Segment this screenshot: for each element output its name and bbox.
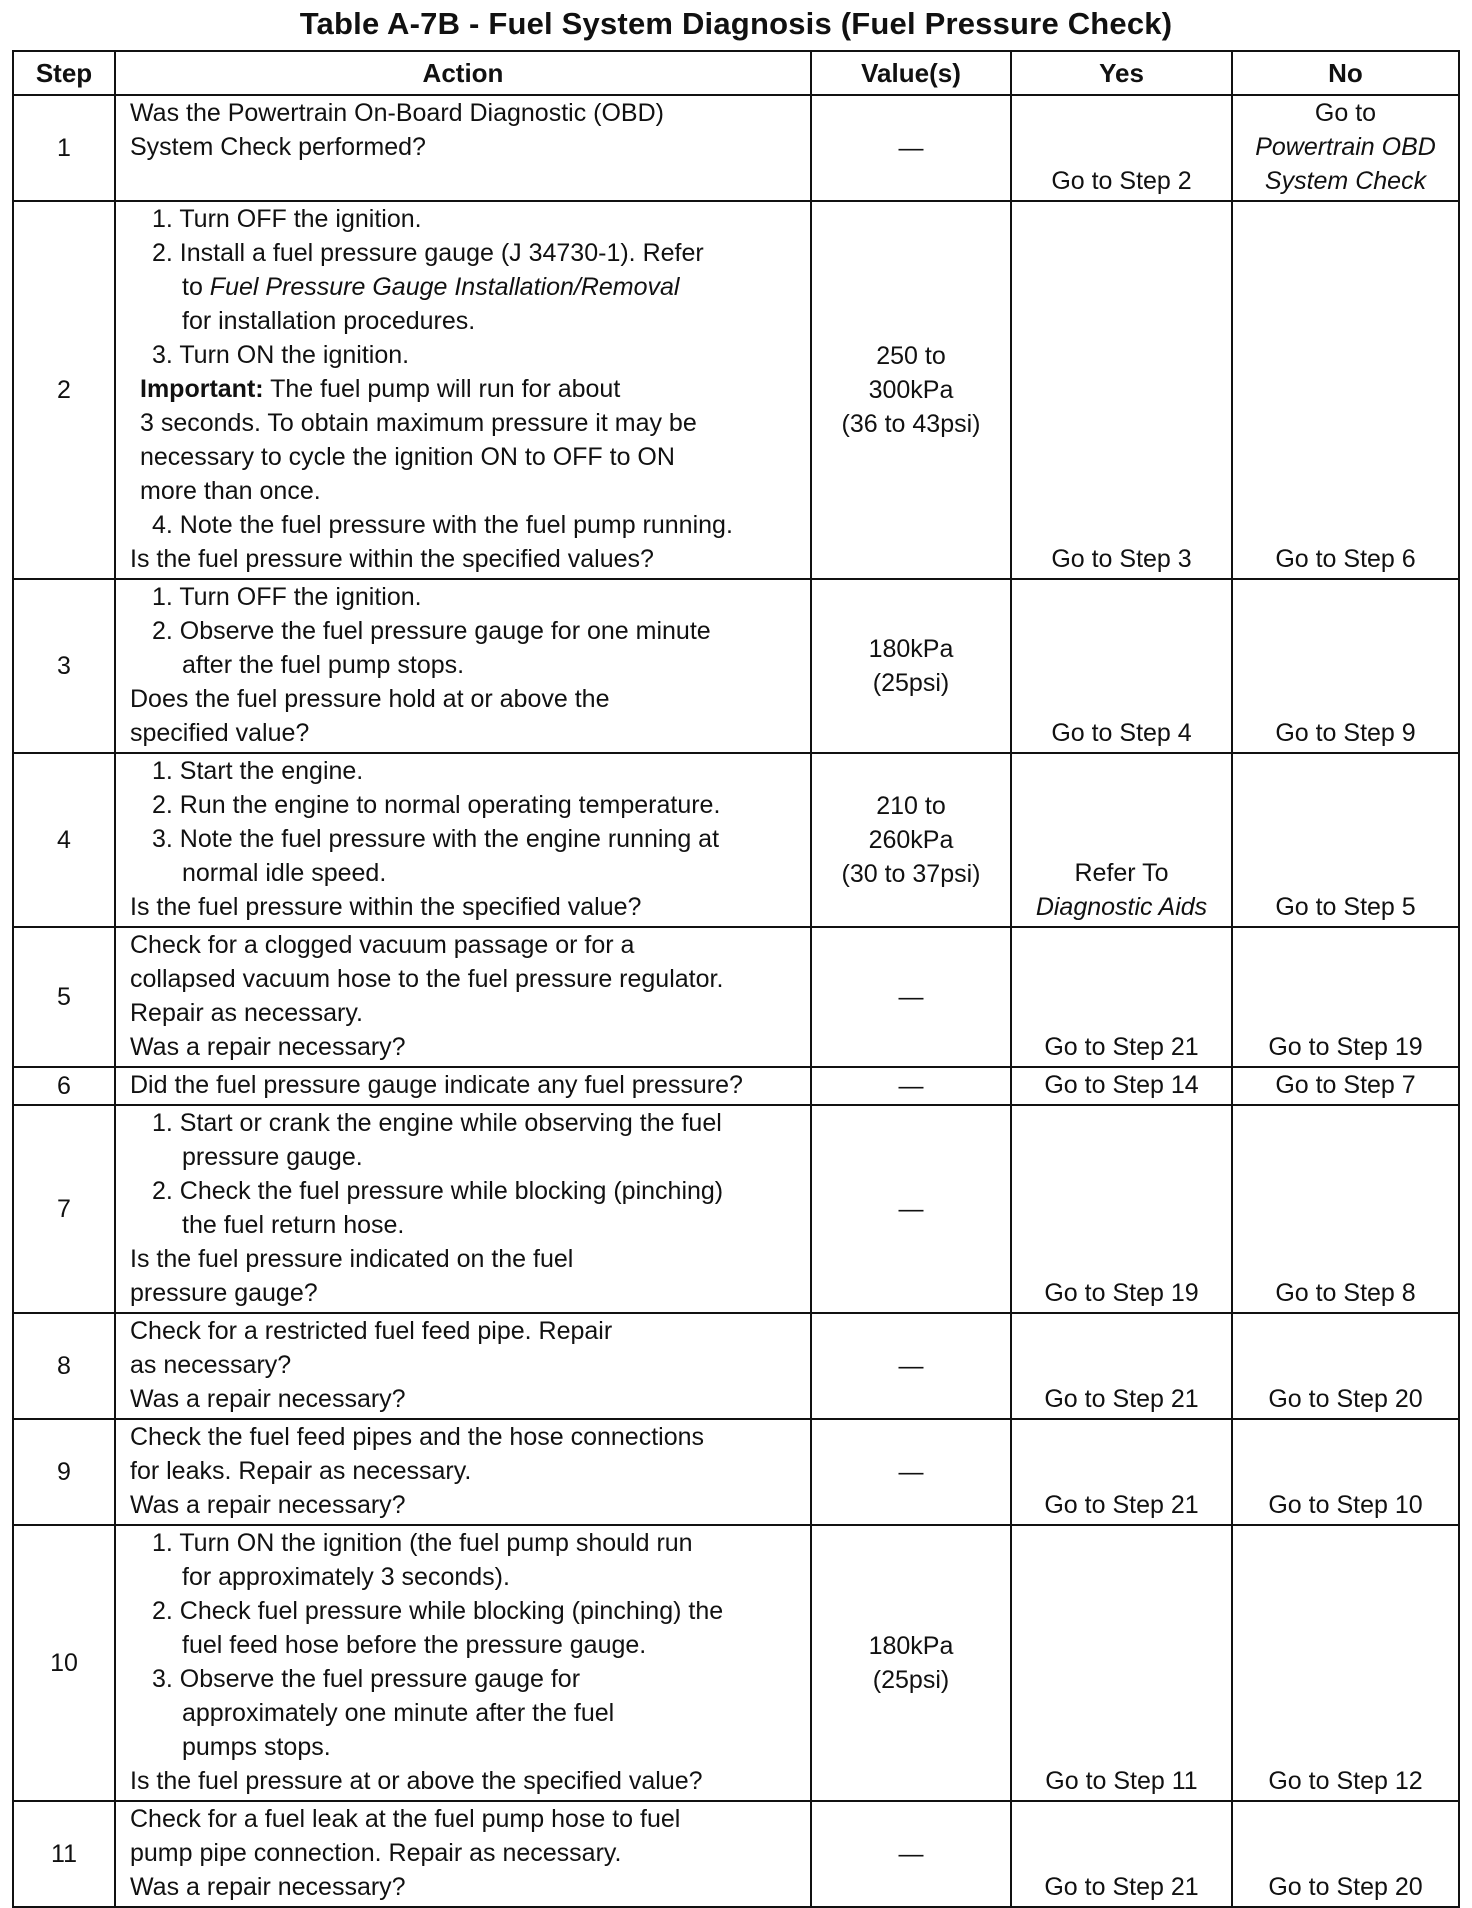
step-number: 8	[13, 1313, 115, 1419]
step-number: 5	[13, 927, 115, 1067]
step-number: 10	[13, 1525, 115, 1801]
header-values: Value(s)	[811, 51, 1011, 95]
step-number: 3	[13, 579, 115, 753]
value-cell: —	[811, 927, 1011, 1067]
value-cell: —	[811, 95, 1011, 201]
table-title: Table A-7B - Fuel System Diagnosis (Fuel Pressure Check)	[299, 6, 1173, 41]
no-cell: Go to Step 19	[1232, 927, 1459, 1067]
yes-cell: Go to Step 3	[1011, 201, 1232, 579]
yes-cell: Go to Step 21	[1011, 1419, 1232, 1525]
yes-cell: Go to Step 11	[1011, 1525, 1232, 1801]
table-row	[13, 927, 1459, 1067]
step-number: 4	[13, 753, 115, 927]
step-number: 1	[13, 95, 115, 201]
yes-cell: Go to Step 19	[1011, 1105, 1232, 1313]
table-row	[13, 201, 1459, 579]
action-cell: Was the Powertrain On-Board Diagnostic (OBD) System Check performed?	[115, 95, 811, 201]
no-cell: Go to Step 20	[1232, 1313, 1459, 1419]
action-cell: Check the fuel feed pipes and the hose connections for leaks. Repair as necessary. Was a repair necessary?	[115, 1419, 811, 1525]
value-cell: —	[811, 1067, 1011, 1105]
action-cell: 1. Turn OFF the ignition. 2. Observe the fuel pressure gauge for one minute after the fuel pump stops. Does the fuel pressure hold at or above the specified value?	[115, 579, 811, 753]
no-cell: Go to Step 20	[1232, 1801, 1459, 1907]
no-cell: Go to Step 5	[1232, 753, 1459, 927]
table-row	[13, 1313, 1459, 1419]
table-row	[13, 1801, 1459, 1907]
value-cell: —	[811, 1313, 1011, 1419]
value-cell: 180kPa (25psi)	[811, 1525, 1011, 1801]
table-row	[13, 1105, 1459, 1313]
yes-cell: Go to Step 14	[1011, 1067, 1232, 1105]
step-number: 7	[13, 1105, 115, 1313]
action-cell: Did the fuel pressure gauge indicate any fuel pressure?	[115, 1067, 811, 1105]
table-row	[13, 95, 1459, 201]
action-cell: 1. Start or crank the engine while observing the fuel pressure gauge. 2. Check the fuel pressure while blocking (pinching) the fuel return hose. Is the fuel pressure indicated on the fuel pressure gauge?	[115, 1105, 811, 1313]
yes-cell: Go to Step 21	[1011, 1313, 1232, 1419]
header-no: No	[1232, 51, 1459, 95]
no-cell: Go to Step 12	[1232, 1525, 1459, 1801]
step-number: 2	[13, 201, 115, 579]
no-cell: Go to Step 9	[1232, 579, 1459, 753]
no-cell: Go to Step 8	[1232, 1105, 1459, 1313]
step-number: 6	[13, 1067, 115, 1105]
yes-cell: Go to Step 21	[1011, 1801, 1232, 1907]
step-number: 9	[13, 1419, 115, 1525]
value-cell: —	[811, 1801, 1011, 1907]
action-cell: Check for a clogged vacuum passage or for a collapsed vacuum hose to the fuel pressure regulator. Repair as necessary. Was a repair necessary?	[115, 927, 811, 1067]
value-cell: 250 to 300kPa (36 to 43psi)	[811, 201, 1011, 579]
table-row	[13, 1525, 1459, 1801]
value-cell: —	[811, 1419, 1011, 1525]
table-row	[13, 753, 1459, 927]
value-cell: 180kPa (25psi)	[811, 579, 1011, 753]
action-cell: 1. Start the engine. 2. Run the engine to normal operating temperature. 3. Note the fuel pressure with the engine running at normal idle speed. Is the fuel pressure within the specified value?	[115, 753, 811, 927]
header-yes: Yes	[1011, 51, 1232, 95]
table-row	[13, 1419, 1459, 1525]
no-cell: Go to Step 6	[1232, 201, 1459, 579]
step-number: 11	[13, 1801, 115, 1907]
action-cell: 1. Turn OFF the ignition. 2. Install a fuel pressure gauge (J 34730-1). Refer to Fuel Pressure Gauge Installation/Removal for installation procedures. 3. Turn ON the ignition. Important: The fuel pump will run for about 3 seconds. To obtain maximum pressure it may be necessary to cycle the ignition ON to OFF to ON more than once. 4. Note the fuel pressure with the fuel pump running. Is the fuel pressure within the specified values?	[115, 201, 811, 579]
value-cell: 210 to 260kPa (30 to 37psi)	[811, 753, 1011, 927]
action-cell: Check for a fuel leak at the fuel pump hose to fuel pump pipe connection. Repair as necessary. Was a repair necessary?	[115, 1801, 811, 1907]
header-action: Action	[115, 51, 811, 95]
value-cell: —	[811, 1105, 1011, 1313]
action-cell: 1. Turn ON the ignition (the fuel pump should run for approximately 3 seconds). 2. Check fuel pressure while blocking (pinching) the fuel feed hose before the pressure gauge. 3. Observe the fuel pressure gauge for approximately one minute after the fuel pumps stops. Is the fuel pressure at or above the specified value?	[115, 1525, 811, 1801]
header-step: Step	[13, 51, 115, 95]
no-cell: Go to Step 10	[1232, 1419, 1459, 1525]
yes-cell: Go to Step 2	[1011, 95, 1232, 201]
no-cell: Go to Step 7	[1232, 1067, 1459, 1105]
table-row	[13, 1067, 1459, 1105]
header-row	[13, 51, 1459, 95]
diagnosis-table	[12, 50, 1460, 1908]
yes-cell: Go to Step 21	[1011, 927, 1232, 1067]
yes-cell: Go to Step 4	[1011, 579, 1232, 753]
yes-cell: Refer To Diagnostic Aids	[1011, 753, 1232, 927]
table-row	[13, 579, 1459, 753]
no-cell: Go to Powertrain OBD System Check	[1232, 95, 1459, 201]
action-cell: Check for a restricted fuel feed pipe. Repair as necessary? Was a repair necessary?	[115, 1313, 811, 1419]
